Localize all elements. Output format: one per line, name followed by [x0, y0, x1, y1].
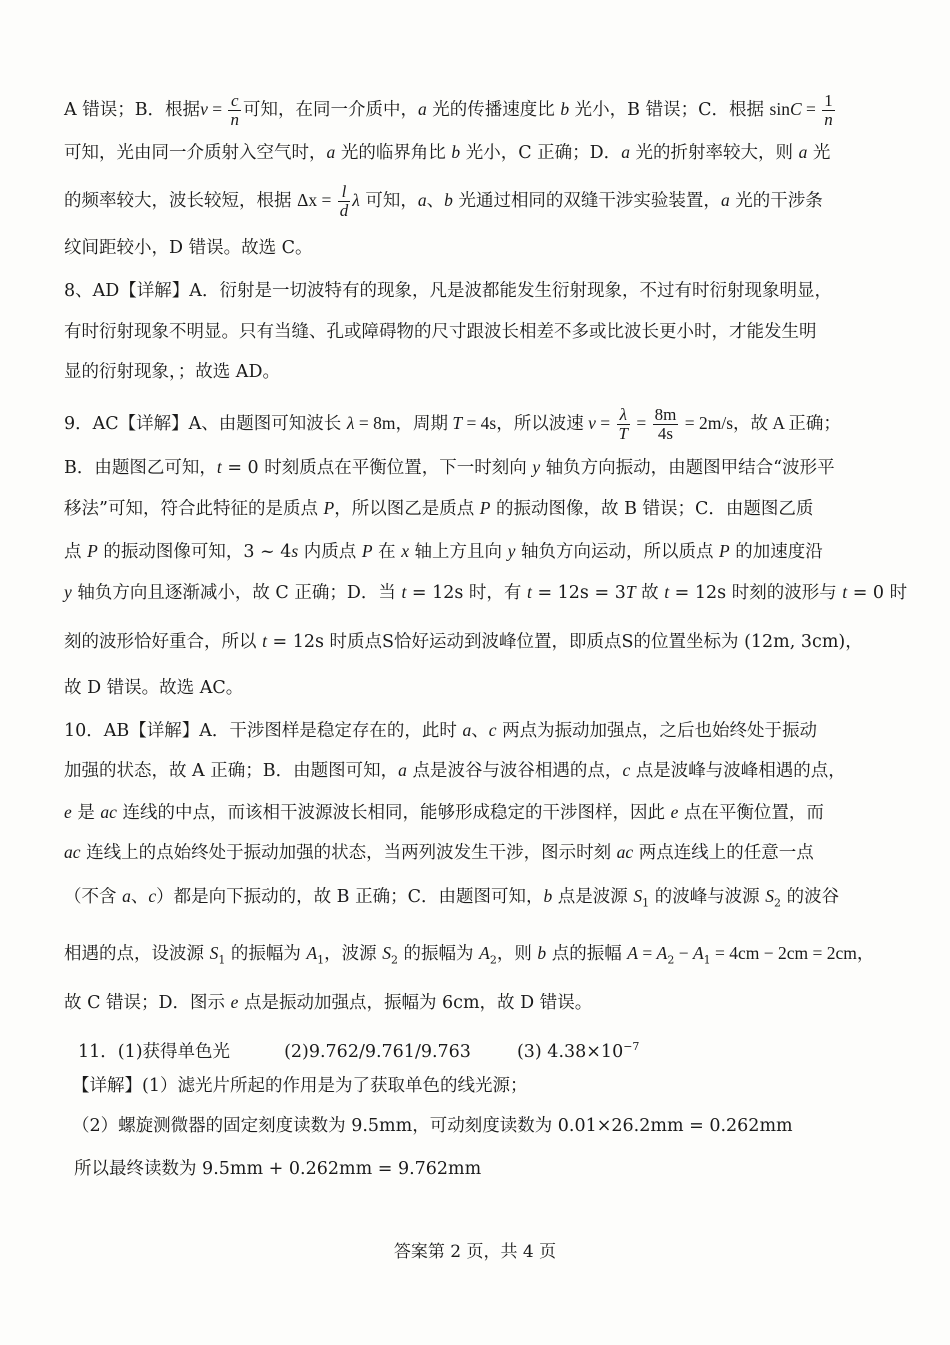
line-1 [64, 92, 837, 129]
text: = 0 时刻质点在平衡位置，下一时刻向 [221, 458, 533, 478]
var-A: A [692, 943, 704, 963]
q9-line-2 [64, 455, 835, 480]
answer-1: 11．(1)获得单色光 [78, 1041, 231, 1062]
q9-line-3 [64, 496, 813, 521]
var-y: y [507, 541, 516, 561]
fraction-1-over-n [822, 92, 835, 129]
var-t: t [842, 582, 848, 602]
var-b: b [543, 886, 553, 906]
frac-num: λ [617, 406, 630, 425]
text: 光 [807, 143, 831, 163]
q11-detail-2 [72, 1114, 793, 1138]
var-S: S [382, 943, 391, 963]
text: 可知，在同一介质中， [242, 99, 418, 120]
text: 两点连线上的任意一点 [633, 843, 814, 863]
text: 移法”可知，符合此特征的是质点 [64, 499, 324, 519]
var-P: P [87, 541, 98, 561]
text: B．由题图乙可知， [64, 458, 217, 478]
var-ac: ac [100, 802, 117, 822]
minus: − [674, 943, 693, 963]
text: = 2m/s，故 A 正确； [680, 412, 841, 433]
text: 刻的波形恰好重合，所以 [64, 632, 263, 652]
q11-answers [78, 1035, 639, 1064]
var-A: A [306, 943, 318, 963]
text: 点是波峰与波峰相遇的点， [630, 761, 846, 781]
superscript: −7 [623, 1040, 640, 1053]
equals: = [317, 189, 336, 210]
text: 、 [471, 721, 489, 741]
text: 点在平衡位置，而 [678, 803, 824, 823]
text: 9．AC【详解】A、由题图可知波长 [64, 413, 347, 434]
var-a: a [462, 720, 472, 740]
q9-line-1 [64, 406, 841, 443]
var-a: a [417, 189, 427, 210]
var-t: t [527, 582, 532, 602]
q9-line-7 [64, 676, 243, 700]
text: 光的传播速度比 [426, 99, 561, 120]
var-t: t [262, 631, 267, 651]
var-ac: ac [616, 842, 634, 862]
q9-line-6 [64, 629, 863, 654]
text: 的振幅为 [225, 944, 307, 964]
var-y: y [532, 457, 541, 477]
text: 光小，B 错误；C．根据 [569, 99, 770, 120]
equals: = [595, 412, 615, 433]
var-e: e [64, 802, 72, 822]
text: = 12s 时刻的波形与 [669, 583, 843, 603]
text: = 12s 时，有 [406, 583, 527, 603]
subscript: 1 [218, 953, 226, 967]
text: ）都是向下振动的，故 B 正确；C．由题图可知， [156, 887, 544, 907]
text: ，波源 [324, 944, 383, 964]
var-t: t [664, 582, 670, 602]
var-C: C [789, 98, 802, 119]
text: = 12s 时质点S恰好运动到波峰位置，即质点S的位置坐标为 (12m, 3cm)， [266, 632, 863, 652]
text: = 4cm − 2cm = 2cm， [710, 943, 875, 963]
var-x: x [401, 541, 409, 561]
var-v: v [200, 98, 208, 119]
text: 轴负方向运动，所以质点 [515, 542, 720, 562]
text: 点是振动加强点，振幅为 6cm，故 D 错误。 [238, 993, 593, 1013]
answer-2: (2)9.762/9.761/9.763 [284, 1041, 471, 1062]
text: 的振动图像可知，3 ~ 4 [97, 542, 292, 562]
text: 的振幅为 [397, 944, 480, 964]
var-S: S [633, 886, 643, 906]
var-a: a [798, 142, 808, 162]
q10-line-6 [64, 941, 874, 973]
text: 、 [130, 887, 149, 907]
text: 显的衍射现象，；故选 AD。 [64, 362, 280, 382]
var-S: S [209, 943, 219, 963]
text: 连线的中点，而该相干波源波长相同，能够形成稳定的干涉图样，因此 [116, 803, 671, 823]
subscript: 2 [489, 953, 497, 967]
var-v: v [588, 412, 596, 433]
text: 可知， [359, 190, 418, 211]
subscript: 1 [317, 953, 325, 967]
lambda: λ [346, 412, 355, 433]
q11-detail-3 [74, 1157, 481, 1181]
text: 是 [71, 803, 101, 823]
text: = 8m，周期 [354, 412, 453, 433]
var-t: t [216, 457, 222, 477]
text: ，则 [496, 944, 538, 964]
text: 光的干涉条 [729, 190, 823, 211]
q10-line-4 [64, 840, 814, 865]
var-b: b [537, 943, 547, 963]
text: 的加速度沿 [729, 542, 823, 562]
text: 的振动图像，故 B 错误；C．由题图乙质 [490, 499, 814, 519]
fraction-lambda-over-T [617, 406, 630, 443]
q10-line-5 [64, 884, 839, 916]
text: 的波峰与波源 [649, 887, 766, 907]
fraction-l-over-d [338, 183, 351, 220]
text: 相遇的点，设波源 [64, 944, 210, 964]
var-b: b [444, 189, 453, 210]
fraction-8m-over-4s [653, 406, 679, 443]
var-s: s [291, 541, 299, 561]
subscript: 2 [774, 896, 782, 910]
text: 点的振幅 [546, 944, 628, 964]
text: 轴负方向振动，由题图甲结合“波形平 [540, 458, 835, 478]
text: 纹间距较小，D 错误。故选 C。 [64, 238, 313, 258]
text: 故 D 错误。故选 AC。 [64, 678, 244, 698]
text: = 0 时 [847, 583, 908, 603]
var-a: a [720, 189, 730, 210]
var-P: P [479, 498, 491, 518]
var-a: a [326, 142, 336, 162]
text: 、 [426, 190, 445, 211]
line-3 [64, 183, 823, 220]
text: 两点为振动加强点，之后也始终处于振动 [496, 721, 818, 741]
q11-detail-1 [72, 1074, 527, 1098]
q8-line-1 [64, 279, 832, 303]
text: 故 [635, 583, 665, 603]
sin: sin [769, 98, 790, 119]
subscript: 2 [667, 953, 675, 967]
var-a: a [398, 760, 407, 780]
var-b: b [560, 98, 570, 119]
q10-line-2 [64, 758, 846, 783]
equals: = [801, 98, 821, 119]
var-P: P [719, 541, 730, 561]
frac-num: 8m [654, 405, 677, 424]
text: A 错误；B．根据 [64, 99, 201, 120]
text: 轴上方且向 [408, 542, 508, 562]
subscript: 1 [642, 896, 650, 910]
equals: = [632, 412, 651, 433]
text: 故 C 错误；D．图示 [64, 993, 231, 1013]
q8-line-2 [64, 320, 817, 344]
text: ，所以图乙是质点 [334, 499, 480, 519]
text: （2）螺旋测微器的固定刻度读数为 9.5mm，可动刻度读数为 0.01×26.2mm = 0.262mm [72, 1116, 793, 1136]
text: 有时衍射现象不明显。只有当缝、孔或障碍物的尺寸跟波长相差不多或比波长更小时，才能发生明 [64, 322, 817, 342]
text: （不含 [64, 887, 123, 907]
text: 光通过相同的双缝干涉实验装置， [452, 190, 721, 211]
text: 轴负方向且逐渐减小，故 C 正确；D．当 [71, 583, 402, 603]
text: = 4s，所以波速 [462, 412, 589, 433]
var-a: a [417, 98, 427, 119]
text: = 12s = 3 [531, 583, 626, 603]
text: 光的折射率较大，则 [629, 143, 799, 163]
line-2 [64, 140, 830, 165]
text: 点是波谷与波谷相遇的点， [406, 761, 623, 781]
q9-line-4 [64, 539, 823, 564]
page-footer: 答案第 2 页，共 4 页 [393, 1242, 557, 1262]
var-y: y [64, 582, 72, 602]
text: 的频率较大，波长较短，根据 [64, 190, 298, 211]
text: 的波谷 [781, 887, 840, 907]
var-A: A [627, 943, 638, 963]
q10-line-3 [64, 800, 824, 825]
q10-line-1 [64, 718, 817, 743]
q9-line-5 [64, 580, 907, 605]
text: 连线上的点始终处于振动加强的状态，当两列波发生干涉，图示时刻 [80, 843, 617, 863]
frac-num: 1 [824, 91, 833, 110]
text: 内质点 [298, 542, 362, 562]
frac-den: d [339, 200, 349, 220]
var-t: t [401, 582, 407, 602]
lambda: λ [352, 189, 360, 210]
var-e: e [670, 802, 679, 822]
var-T: T [625, 582, 636, 602]
text: 光小，C 正确；D． [460, 143, 622, 163]
text: 可知，光由同一介质射入空气时， [64, 143, 327, 163]
var-c: c [148, 886, 157, 906]
var-c: c [488, 720, 497, 740]
text: 加强的状态，故 A 正确；B．由题图可知， [64, 761, 399, 781]
equals: = [207, 98, 227, 119]
var-e: e [230, 992, 239, 1012]
var-P: P [323, 498, 335, 518]
var-S: S [765, 886, 775, 906]
line-4 [64, 236, 313, 260]
var-A: A [479, 943, 490, 963]
text: 点是波源 [552, 887, 634, 907]
var-A: A [656, 943, 668, 963]
var-c: c [622, 760, 631, 780]
text: 光的临界角比 [335, 143, 452, 163]
delta-x: Δx [297, 189, 318, 210]
frac-den: n [824, 109, 833, 129]
text: 8、AD【详解】A．衍射是一切波特有的现象，凡是波都能发生衍射现象，不过有时衍射现象明显， [64, 281, 832, 301]
subscript: 1 [703, 953, 711, 967]
var-ac: ac [64, 842, 81, 862]
var-a: a [621, 142, 630, 162]
text: 点 [64, 542, 88, 562]
var-a: a [122, 886, 131, 906]
q10-line-7 [64, 990, 592, 1015]
equals: = [638, 943, 657, 963]
text: 所以最终读数为 9.5mm + 0.262mm = 9.762mm [74, 1159, 482, 1179]
text: 10．AB【详解】A．干涉图样是稳定存在的，此时 [64, 721, 463, 741]
text: 在 [372, 542, 402, 562]
answer-3: (3) 4.38×10 [516, 1041, 624, 1062]
frac-den: n [230, 109, 239, 129]
frac-num: c [228, 92, 241, 111]
var-b: b [451, 142, 461, 162]
subscript: 2 [390, 953, 398, 967]
frac-num: l [338, 183, 351, 202]
frac-den: 4s [657, 423, 674, 443]
var-T: T [452, 412, 463, 433]
var-P: P [361, 541, 373, 561]
fraction-c-over-n [228, 92, 241, 129]
text: 【详解】(1）滤光片所起的作用是为了获取单色的线光源； [72, 1076, 528, 1096]
frac-den: T [618, 423, 628, 443]
q8-line-3 [64, 360, 280, 384]
